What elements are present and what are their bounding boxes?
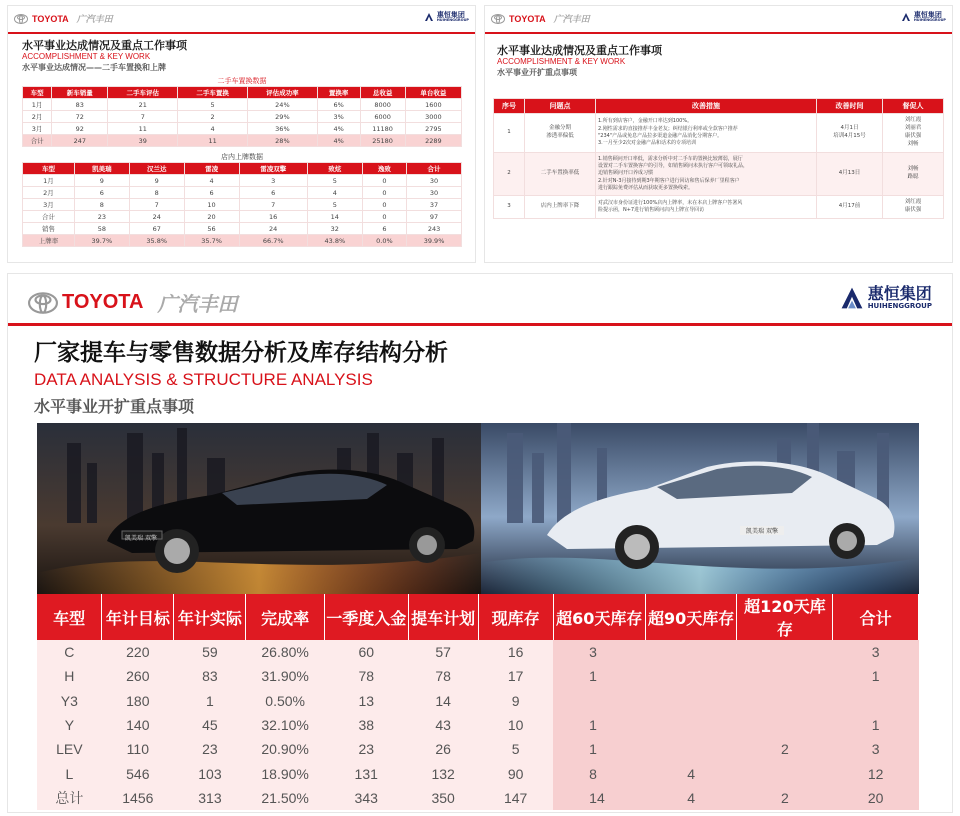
slide2-subtitle2: 水平事业开扩重点事项 — [497, 68, 577, 77]
table-row — [23, 99, 462, 111]
table-cell: 0 — [362, 175, 406, 187]
slide2-title: 水平事业达成情况及重点工作事项 — [497, 44, 662, 57]
table-cell-owner: 刘红霞 刘丽君 康伏强 刘畅 — [883, 114, 944, 153]
table-cell: 32.10% — [246, 713, 324, 737]
table-cell: 29% — [248, 111, 318, 123]
toyota-emblem-icon — [14, 14, 28, 24]
table-cell: 合计 — [23, 135, 52, 147]
table-cell: 39.7% — [74, 235, 129, 247]
table-cell: 21.50% — [246, 786, 324, 810]
column-header: 序号 — [494, 99, 525, 114]
column-header: 雷凌双擎 — [239, 163, 307, 175]
table-cell: 35.7% — [184, 235, 239, 247]
toyota-wordmark: TOYOTA — [32, 13, 69, 24]
column-header: 二手车置换 — [178, 87, 248, 99]
table-cell-issue: 店内上牌率下降 — [525, 196, 596, 219]
huiheng-emblem-icon — [424, 12, 434, 22]
toyota-wordmark: TOYOTA — [509, 13, 546, 24]
huiheng-emblem-icon — [839, 284, 865, 312]
table-cell: 180 — [102, 689, 174, 713]
table-cell: 83 — [174, 664, 246, 688]
table-cell: 20.90% — [246, 737, 324, 761]
slide1-subtitle2: 水平事业达成情况——二手车置换和上牌 — [22, 63, 166, 72]
table-cell — [737, 713, 833, 737]
table-cell: 97 — [407, 211, 462, 223]
table-cell: 1 — [174, 689, 246, 713]
table-cell: 4% — [317, 135, 360, 147]
gac-wordmark: 广汽丰田 — [76, 14, 113, 24]
column-header: 总收益 — [360, 87, 405, 99]
table-cell: 546 — [102, 761, 174, 785]
table-cell: 83 — [52, 99, 108, 111]
column-header: 问题点 — [525, 99, 596, 114]
column-header: 提车计划 — [408, 594, 478, 640]
inventory-table — [37, 594, 919, 810]
table-cell: 10 — [478, 713, 553, 737]
table-row — [23, 175, 462, 187]
gac-wordmark: 广汽丰田 — [553, 14, 590, 24]
table-cell: 21 — [108, 99, 178, 111]
table-cell: 4 — [645, 786, 737, 810]
table-cell: 260 — [102, 664, 174, 688]
table-cell: 36% — [248, 123, 318, 135]
table-cell: 14 — [553, 786, 645, 810]
table-cell: 9 — [478, 689, 553, 713]
table-cell: 26 — [408, 737, 478, 761]
table-cell: 8 — [129, 187, 184, 199]
table-cell: 57 — [408, 640, 478, 664]
toyota-logo — [14, 12, 113, 25]
table-cell: 3 — [553, 640, 645, 664]
table-row — [494, 114, 944, 153]
table-cell: 3月 — [23, 199, 75, 211]
toyota-logo — [28, 288, 237, 317]
table-cell: 92 — [52, 123, 108, 135]
table-cell: Y — [37, 713, 102, 737]
slide-data-analysis — [8, 274, 952, 812]
table-cell: C — [37, 640, 102, 664]
column-header: 致炫 — [307, 163, 362, 175]
table-cell: 343 — [324, 786, 408, 810]
table-cell: 110 — [102, 737, 174, 761]
license-plate-left: 凯美瑞 双擎 — [125, 535, 157, 542]
table-cell: 4 — [184, 175, 239, 187]
column-header: 合计 — [833, 594, 919, 640]
table-cell: 45 — [174, 713, 246, 737]
table-cell: 3% — [317, 111, 360, 123]
table-cell: 5 — [478, 737, 553, 761]
table2-title: 店内上牌数据 — [221, 153, 263, 161]
table-cell: Y3 — [37, 689, 102, 713]
header-divider — [8, 323, 952, 326]
table-cell: 32 — [307, 223, 362, 235]
table-header-row — [23, 87, 462, 99]
column-header: 评估成功率 — [248, 87, 318, 99]
table-cell: 35.8% — [129, 235, 184, 247]
table-cell: 7 — [108, 111, 178, 123]
column-header: 逸致 — [362, 163, 406, 175]
huiheng-en: HUIHENGGROUP — [867, 301, 932, 310]
table-cell: 17 — [478, 664, 553, 688]
table-cell: 2月 — [23, 187, 75, 199]
plate-table — [22, 162, 462, 247]
table-cell-owner: 刘红霞 康伏强 — [883, 196, 944, 219]
table-cell: 5 — [307, 199, 362, 211]
table-cell-time: 4月1日 培训4月15号 — [817, 114, 883, 153]
table-cell: 78 — [408, 664, 478, 688]
header-divider — [8, 32, 475, 34]
table-cell: 243 — [407, 223, 462, 235]
table-cell: 2 — [737, 737, 833, 761]
table-cell: 90 — [478, 761, 553, 785]
table-cell: 4 — [307, 187, 362, 199]
table-cell: 2 — [737, 786, 833, 810]
table-cell: 23 — [74, 211, 129, 223]
table-cell: 247 — [52, 135, 108, 147]
table-cell: 103 — [174, 761, 246, 785]
table-cell: L — [37, 761, 102, 785]
table-cell-no: 2 — [494, 152, 525, 195]
table-cell: 6 — [74, 187, 129, 199]
table-cell: 3000 — [405, 111, 461, 123]
table-cell — [645, 713, 737, 737]
toyota-logo — [491, 12, 590, 25]
column-header: 车型 — [23, 163, 75, 175]
table-cell: 1 — [553, 664, 645, 688]
table-cell: 14 — [307, 211, 362, 223]
column-header: 完成率 — [246, 594, 324, 640]
table-cell — [645, 664, 737, 688]
table-cell-owner: 刘畅 路聪 — [883, 152, 944, 195]
table-cell: 0 — [362, 187, 406, 199]
column-header: 合计 — [407, 163, 462, 175]
table-cell — [737, 664, 833, 688]
table-cell: 72 — [52, 111, 108, 123]
table-cell: 16 — [239, 211, 307, 223]
huiheng-en: HUIHENGGROUP — [913, 18, 946, 22]
huiheng-cn: 惠恒集团 — [436, 11, 465, 19]
table-cell: 7 — [239, 199, 307, 211]
table-cell — [737, 640, 833, 664]
table-cell-no: 1 — [494, 114, 525, 153]
table-cell: 147 — [478, 786, 553, 810]
table-cell: 合计 — [23, 211, 75, 223]
table-cell: 43.8% — [307, 235, 362, 247]
table-cell: 24 — [239, 223, 307, 235]
column-header: 一季度入金 — [324, 594, 408, 640]
header-divider — [485, 32, 952, 34]
table-cell: 1456 — [102, 786, 174, 810]
table-cell: 24 — [129, 211, 184, 223]
table-cell: 6 — [239, 187, 307, 199]
column-header: 凯美瑞 — [74, 163, 129, 175]
measures-table — [493, 98, 944, 219]
table-cell: 132 — [408, 761, 478, 785]
table-cell — [737, 689, 833, 713]
column-header: 汉兰达 — [129, 163, 184, 175]
table-cell: 56 — [184, 223, 239, 235]
table-cell: 28% — [248, 135, 318, 147]
column-header: 改善时间 — [817, 99, 883, 114]
table-cell: 66.7% — [239, 235, 307, 247]
table-cell: 67 — [129, 223, 184, 235]
slide1-title: 水平事业达成情况及重点工作事项 — [22, 39, 187, 52]
table-cell: 3 — [833, 640, 919, 664]
table-cell: 6 — [362, 223, 406, 235]
table-cell: 78 — [324, 664, 408, 688]
table-row — [37, 737, 919, 761]
table-cell: 30 — [407, 175, 462, 187]
table-cell — [645, 737, 737, 761]
table-cell: 5 — [307, 175, 362, 187]
slide1-subtitle-en: ACCOMPLISHMENT & KEY WORK — [22, 52, 151, 61]
table-cell: 131 — [324, 761, 408, 785]
slide3-title: 厂家提车与零售数据分析及库存结构分析 — [34, 340, 448, 366]
slide3-subtitle-en: DATA ANALYSIS & STRUCTURE ANALYSIS — [34, 370, 373, 389]
table-cell: 4 — [645, 761, 737, 785]
table-cell: 11 — [178, 135, 248, 147]
table-cell: 4 — [178, 123, 248, 135]
table-cell: 1600 — [405, 99, 461, 111]
table-cell — [737, 761, 833, 785]
table-cell: 3 — [239, 175, 307, 187]
table-cell: 39 — [108, 135, 178, 147]
table-cell — [553, 689, 645, 713]
table-cell: 0 — [362, 211, 406, 223]
table-cell: 313 — [174, 786, 246, 810]
toyota-wordmark: TOYOTA — [62, 291, 144, 313]
huiheng-emblem-icon — [901, 12, 911, 22]
slide3-subtitle2: 水平事业开扩重点事项 — [34, 397, 195, 416]
table-cell: 5 — [178, 99, 248, 111]
table-row — [37, 640, 919, 664]
column-header: 单台收益 — [405, 87, 461, 99]
table-cell: 3 — [833, 737, 919, 761]
table-cell: 39.9% — [407, 235, 462, 247]
table-cell: 16 — [478, 640, 553, 664]
table-cell: H — [37, 664, 102, 688]
table-header-row — [37, 594, 919, 640]
table-cell: 350 — [408, 786, 478, 810]
table-cell: 10 — [184, 199, 239, 211]
table-cell: 7 — [129, 199, 184, 211]
table-cell — [645, 689, 737, 713]
table-row — [37, 664, 919, 688]
table-cell: 24% — [248, 99, 318, 111]
table-cell: 2795 — [405, 123, 461, 135]
table-row — [494, 152, 944, 195]
table-cell-measures: 1.销售顾问开口率低，需求分析中对二手车的置换比较薄弱，展厅 设置对二手车置换客户的引导，如销售顾问未执行客户可领取礼品， 迫销售顾问开口养成习惯 2.针对N-3月接待到期3年期客户进行回访和售后保养厂里程客户 进行跟踪免费评估从而获取更多置换线索。 — [596, 152, 817, 195]
table-cell — [833, 689, 919, 713]
table-cell: 9 — [129, 175, 184, 187]
table-cell: 20 — [833, 786, 919, 810]
table-cell: 上牌率 — [23, 235, 75, 247]
table-cell: 6 — [184, 187, 239, 199]
table-cell: 30 — [407, 187, 462, 199]
table-cell: 0.50% — [246, 689, 324, 713]
table-cell: 总计 — [37, 786, 102, 810]
table-cell — [645, 640, 737, 664]
table-cell-time: 4月13日 — [817, 152, 883, 195]
table-cell-time: 4月17前 — [817, 196, 883, 219]
table-row — [23, 235, 462, 247]
table-cell: 1 — [553, 737, 645, 761]
table-cell: 1 — [553, 713, 645, 737]
table-cell: 8000 — [360, 99, 405, 111]
slide-key-work-measures — [485, 6, 952, 262]
table-cell: 1 — [833, 664, 919, 688]
column-header: 超60天库存 — [553, 594, 645, 640]
table-cell: 0.0% — [362, 235, 406, 247]
table-cell: 25180 — [360, 135, 405, 147]
table-cell: 220 — [102, 640, 174, 664]
table-cell: LEV — [37, 737, 102, 761]
toyota-emblem-icon — [28, 292, 58, 314]
table-cell: 12 — [833, 761, 919, 785]
column-header: 雷凌 — [184, 163, 239, 175]
table-cell: 37 — [407, 199, 462, 211]
table-cell: 58 — [74, 223, 129, 235]
table-cell: 0 — [362, 199, 406, 211]
table-cell: 60 — [324, 640, 408, 664]
table-cell-issue: 金融分期 渗透率偏低 — [525, 114, 596, 153]
column-header: 改善措施 — [596, 99, 817, 114]
table-cell: 140 — [102, 713, 174, 737]
table-cell: 6% — [317, 99, 360, 111]
table-cell: 2月 — [23, 111, 52, 123]
table-cell: 31.90% — [246, 664, 324, 688]
table-cell: 8 — [74, 199, 129, 211]
table-cell-no: 3 — [494, 196, 525, 219]
table-cell: 20 — [184, 211, 239, 223]
car-banner-image — [37, 423, 919, 594]
table-cell: 23 — [324, 737, 408, 761]
table-row — [23, 123, 462, 135]
table-cell: 9 — [74, 175, 129, 187]
huiheng-cn: 惠恒集团 — [867, 283, 932, 303]
huiheng-logo — [424, 12, 469, 23]
table-row — [23, 211, 462, 223]
table-cell: 3月 — [23, 123, 52, 135]
table-row — [23, 187, 462, 199]
column-header: 二手车评估 — [108, 87, 178, 99]
huiheng-logo — [901, 12, 946, 23]
table-cell: 11 — [108, 123, 178, 135]
table-cell: 销售 — [23, 223, 75, 235]
column-header: 车型 — [23, 87, 52, 99]
huiheng-cn: 惠恒集团 — [913, 11, 942, 19]
table-cell: 18.90% — [246, 761, 324, 785]
table-cell: 2 — [178, 111, 248, 123]
table-cell: 14 — [408, 689, 478, 713]
column-header: 年计目标 — [102, 594, 174, 640]
huiheng-logo — [839, 284, 932, 312]
table-row — [23, 135, 462, 147]
table-cell-measures: 对武汉市身份证进行100%店内上牌率，未在本店上牌客户答署风 险提示函，N+7进行销售顾问店内上牌宣导回访 — [596, 196, 817, 219]
table-row — [37, 689, 919, 713]
table-cell: 26.80% — [246, 640, 324, 664]
column-header: 置换率 — [317, 87, 360, 99]
huiheng-en: HUIHENGGROUP — [436, 18, 469, 22]
table-cell: 11180 — [360, 123, 405, 135]
table-cell: 43 — [408, 713, 478, 737]
table-cell: 38 — [324, 713, 408, 737]
table-cell: 2289 — [405, 135, 461, 147]
toyota-emblem-icon — [491, 14, 505, 24]
slide2-subtitle-en: ACCOMPLISHMENT & KEY WORK — [497, 57, 626, 66]
gac-wordmark: 广汽丰田 — [157, 294, 238, 316]
table-cell: 8 — [553, 761, 645, 785]
table-cell: 1 — [833, 713, 919, 737]
table-cell: 1月 — [23, 99, 52, 111]
column-header: 督促人 — [883, 99, 944, 114]
column-header: 车型 — [37, 594, 102, 640]
table-cell-measures: 1.所有到店客户，金融开口率达到100%。 2.刚性需求的直接推荐丰金老友；纠结银行利率或全款客户推荐 "234"产品或免息产品拉多渠道金融产品消化分期客户。 3.一月至少2次对金融产品和话术的专项培训 — [596, 114, 817, 153]
table-row — [37, 761, 919, 785]
table1-title: 二手车置换数据 — [217, 77, 267, 85]
column-header: 年计实际 — [174, 594, 246, 640]
license-plate-right: 凯美瑞 双擎 — [740, 526, 784, 535]
column-header: 超120天库存 — [737, 594, 833, 640]
table-row — [494, 196, 944, 219]
table-header-row — [494, 99, 944, 114]
table-cell: 4% — [317, 123, 360, 135]
table-row — [23, 111, 462, 123]
slide-accomplishment-used-car — [8, 6, 475, 262]
table-cell: 23 — [174, 737, 246, 761]
column-header: 超90天库存 — [645, 594, 737, 640]
table-cell: 6000 — [360, 111, 405, 123]
column-header: 现库存 — [478, 594, 553, 640]
used-car-table — [22, 86, 462, 147]
table-row — [23, 223, 462, 235]
table-cell-issue: 二手车置换率低 — [525, 152, 596, 195]
table-cell: 1月 — [23, 175, 75, 187]
table-row — [37, 713, 919, 737]
table-row — [23, 199, 462, 211]
table-cell: 59 — [174, 640, 246, 664]
table-cell: 13 — [324, 689, 408, 713]
table-header-row — [23, 163, 462, 175]
column-header: 新车销量 — [52, 87, 108, 99]
table-row — [37, 786, 919, 810]
